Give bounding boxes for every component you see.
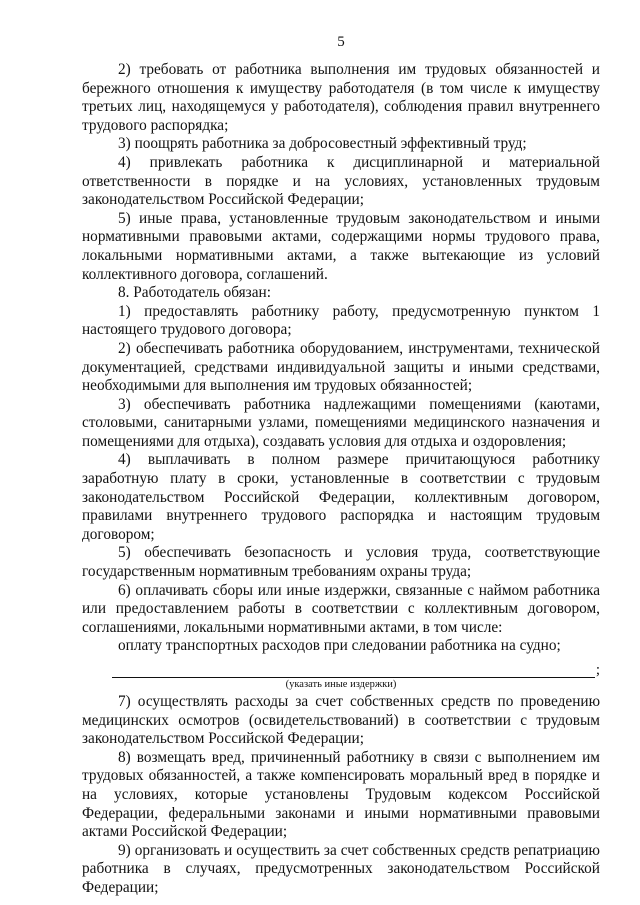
paragraph-obligation-3: 3) обеспечивать работника надлежащими помещениями (каютами, столовыми, санитарными узлами, помещениями медицинского назначения и помещениями для отдыха), создавать условия для отдыха и оздоровления;	[82, 395, 600, 450]
paragraph-obligation-7: 7) осуществлять расходы за счет собственных средств по проведению медицинских осмотров (освидетельствований) в соответствии с трудовым законодательством Российской Федерации;	[82, 693, 600, 748]
paragraph-transport-costs: оплату транспортных расходов при следовании работника на судно;	[118, 637, 561, 655]
blank-fill-line	[82, 658, 600, 678]
employer-obligations-section	[82, 284, 600, 897]
paragraph-obligation-6: 6) оплачивать сборы или иные издержки, связанные с наймом работника или предоставлением работы в соответствии с коллективным договором, соглашениями, локальными нормативными актами, в том числе:	[82, 581, 600, 636]
paragraph-obligation-8: 8) возмещать вред, причиненный работнику в связи с выполнением им трудовых обязанностей, а также компенсировать моральный вред в порядке и на условиях, которые установлены Трудовым кодексом Российской Федерации, федеральными законами и иными нормативными правовыми актами Российской Федерации;	[82, 748, 600, 841]
paragraph-obligation-4: 4) выплачивать в полном размере причитающуюся работнику заработную плату в сроки, установленные в соответствии с трудовым законодательством Российской Федерации, коллективным договором, правилами внутреннего трудового распорядка и настоящим трудовым договором;	[82, 451, 600, 543]
blank-hint: (указать иные издержки)	[285, 679, 397, 690]
paragraph-obligation-9: 9) организовать и осуществить за счет собственных средств репатриацию работника в случаях, предусмотренных законодательством Российской Федерации;	[82, 841, 600, 896]
paragraph-right-3: 3) поощрять работника за добросовестный эффективный труд;	[118, 135, 527, 153]
paragraph-right-5: 5) иные права, установленные трудовым законодательством и иными нормативными правовыми актами, содержащими нормы трудового права, локальными нормативными актами, а также вытекающие из условий коллективного договора, соглашений.	[82, 209, 600, 283]
section-heading-8: 8. Работодатель обязан:	[118, 284, 271, 302]
employer-rights-section	[82, 61, 600, 284]
blank-terminator: ;	[595, 662, 600, 678]
blank-underline	[112, 665, 595, 678]
paragraph-obligation-2: 2) обеспечивать работника оборудованием, инструментами, технической документацией, средствами индивидуальной защиты и иными средствами, необходимыми для выполнения им трудовых обязанностей;	[82, 339, 600, 395]
paragraph-right-4: 4) привлекать работника к дисциплинарной и материальной ответственности в порядке и на условиях, установленных трудовым законодательством Российской Федерации;	[82, 153, 600, 209]
paragraph-obligation-5: 5) обеспечивать безопасность и условия труда, соответствующие государственным нормативным требованиям охраны труда;	[82, 544, 600, 581]
paragraph-right-2: 2) требовать от работника выполнения им трудовых обязанностей и бережного отношения к имуществу работодателя (в том числе к имуществу третьих лиц, находящемуся у работодателя), соблюдения правил внутреннего трудового распорядка;	[82, 61, 600, 134]
page-number: 5	[337, 34, 345, 50]
paragraph-obligation-1: 1) предоставлять работнику работу, предусмотренную пунктом 1 настоящего трудового договора;	[82, 302, 600, 339]
